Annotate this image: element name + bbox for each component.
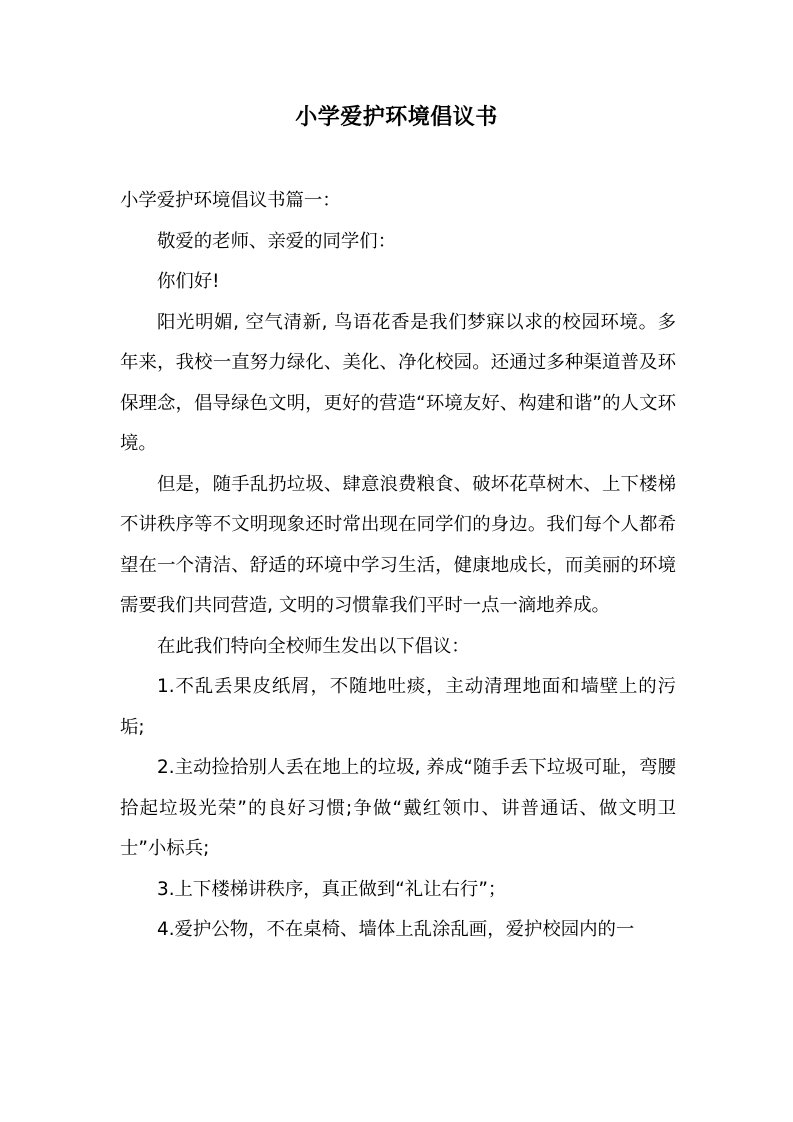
paragraph-greeting: 你们好! bbox=[157, 271, 220, 292]
paragraph-problem: 但是，随手乱扔垃圾、肆意浪费粮食、破坏花草树木、上下楼梯不讲秩序等不文明现象还时常出现在同学们的身边。我们每个人都希望在一个清洁、舒适的环境中学习生活，健康地成长，而美丽的环境需要我们共同营造, 文明的习惯靠我们平时一点一滴地养成。 bbox=[120, 473, 676, 616]
paragraph-intro: 阳光明媚, 空气清新, 鸟语花香是我们梦寐以求的校园环境。多年来，我校一直努力绿化、美化、净化校园。还通过多种渠道普及环保理念，倡导绿色文明，更好的营造“环境友好、构建和谐”的人文环境。 bbox=[120, 311, 676, 454]
paragraph-salutation: 敬爱的老师、亲爱的同学们： bbox=[157, 230, 397, 252]
paragraph-item-4: 4.爱护公物，不在桌椅、墙体上乱涂乱画，爱护校园内的一 bbox=[157, 919, 635, 940]
paragraph-item-2: 2.主动捡拾别人丢在地上的垃圾, 养成“随手丢下垃圾可耻，弯腰拾起垃圾光荣”的良好习惯;争做“戴红领巾、讲普通话、做文明卫士”小标兵; bbox=[120, 757, 676, 859]
document-title: 小学爱护环境倡议书 bbox=[295, 105, 498, 130]
paragraph-item-1: 1.不乱丢果皮纸屑，不随地吐痰，主动清理地面和墙壁上的污垢; bbox=[120, 676, 676, 738]
paragraph-item-3: 3.上下楼梯讲秩序，真正做到“礼让右行”； bbox=[157, 878, 507, 900]
paragraph-proposal-lead: 在此我们特向全校师生发出以下倡议： bbox=[157, 635, 470, 657]
paragraph-heading: 小学爱护环境倡议书篇一： bbox=[120, 190, 341, 211]
document-body bbox=[120, 181, 676, 951]
